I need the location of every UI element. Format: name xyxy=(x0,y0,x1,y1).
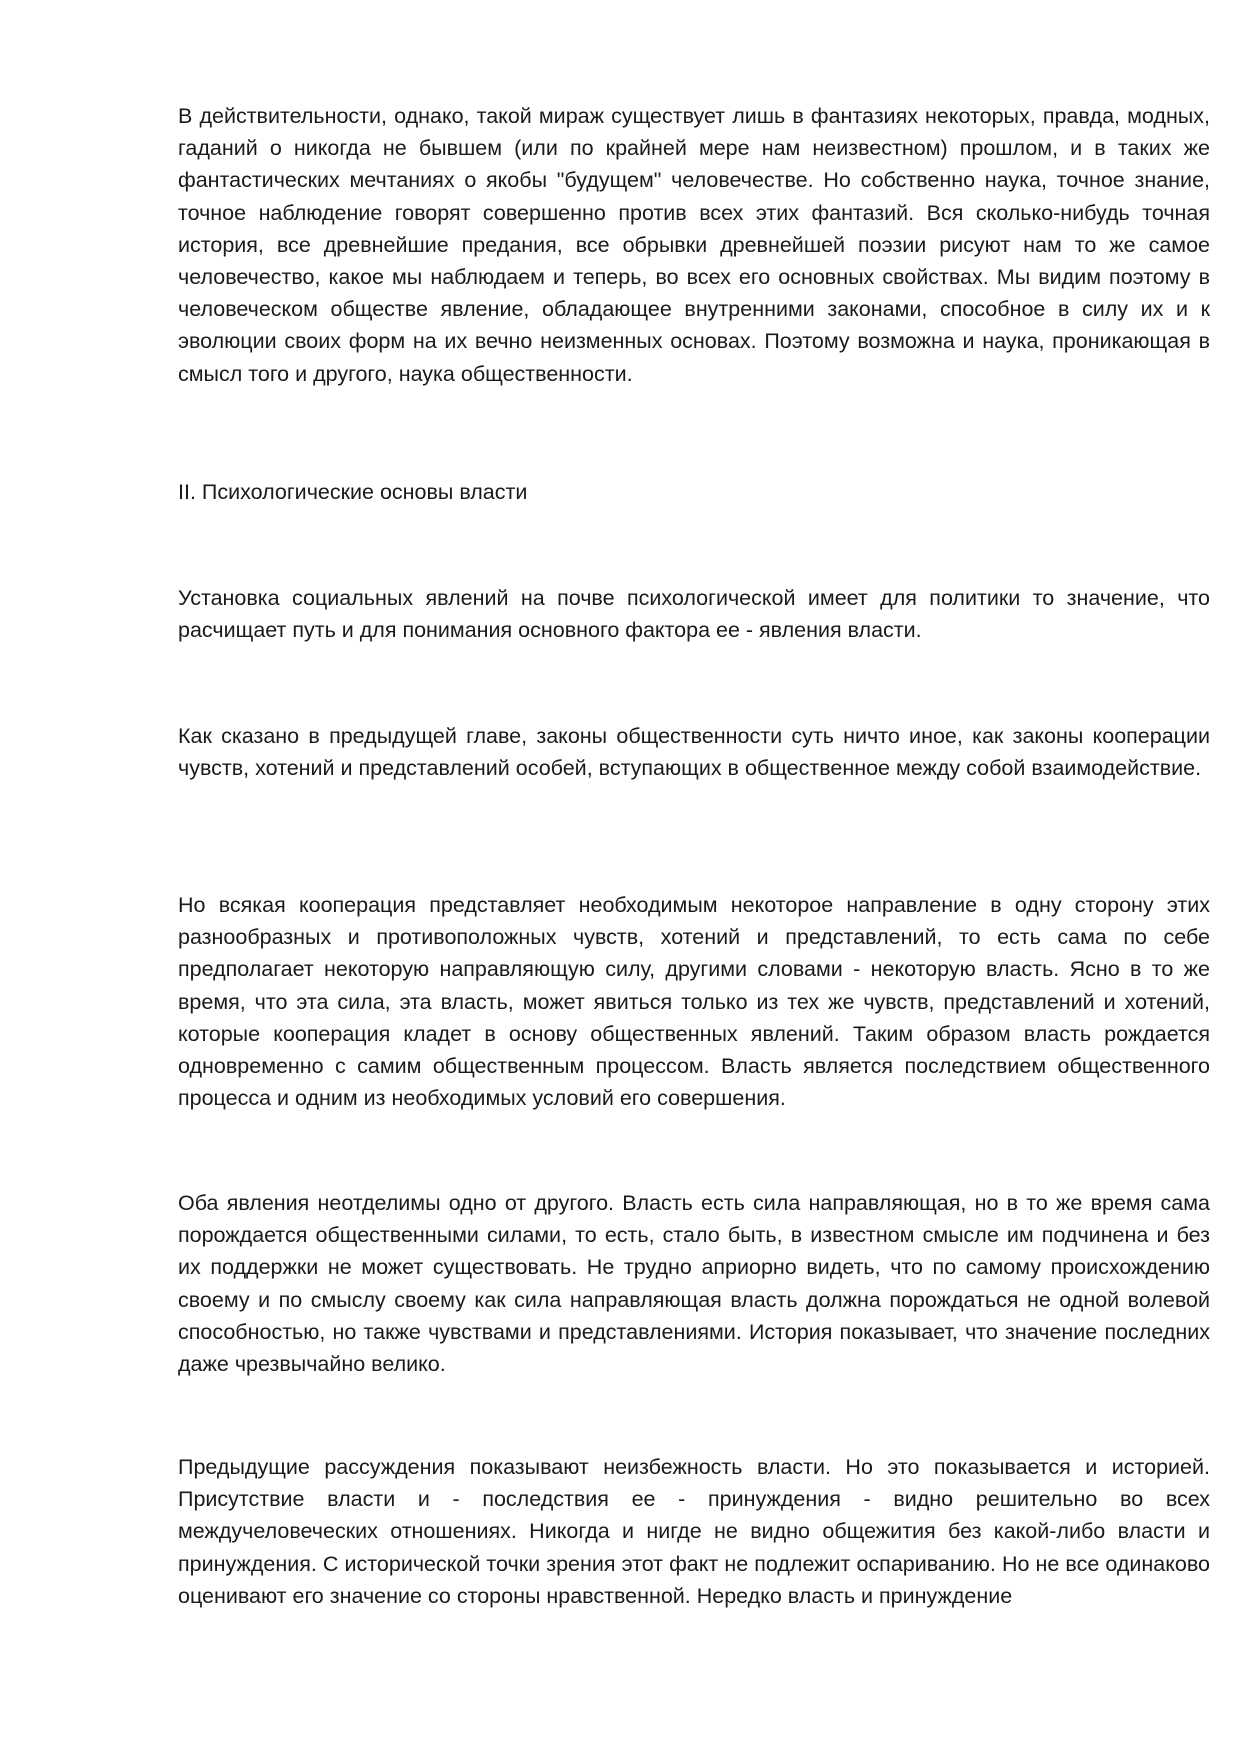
paragraph-5: Предыдущие рассуждения показывают неизбежность власти. Но это показывается и историей. Присутствие власти и - последствия ее - принуждения - видно решительно во всех междучеловеческих отношениях. Никогда и нигде не видно общежития без какой-либо власти и принуждения. С исторической точки зрения этот факт не подлежит оспариванию. Но не все одинаково оценивают его значение со стороны нравственной. Нередко власть и принуждение xyxy=(178,1455,1210,1608)
paragraph-2: Как сказано в предыдущей главе, законы общественности суть ничто иное, как законы кооперации чувств, хотений и представлений особей, вступающих в общественное между собой взаимодействие. xyxy=(178,724,1210,781)
paragraph-4: Оба явления неотделимы одно от другого. Власть есть сила направляющая, но в то же время сама порождается общественными силами, то есть, стало быть, в известном смысле им подчинена и без их поддержки не может существовать. Не трудно априорно видеть, что по самому происхождению своему и по смыслу своему как сила направляющая власть должна порождаться не одной волевой способностью, но также чувствами и представлениями. История показывает, что значение последних даже чрезвычайно велико. xyxy=(178,1191,1210,1377)
paragraph-3: Но всякая кооперация представляет необходимым некоторое направление в одну сторону этих разнообразных и противоположных чувств, хотений и представлений, то есть сама по себе предполагает некоторую направляющую силу, другими словами - некоторую власть. Ясно в то же время, что эта сила, эта власть, может явиться только из тех же чувств, представлений и хотений, которые кооперация кладет в основу общественных явлений. Таким образом власть рождается одновременно с самим общественным процессом. Власть является последствием общественного процесса и одним из необходимых условий его совершения. xyxy=(178,893,1210,1111)
paragraph-intro: В действительности, однако, такой мираж существует лишь в фантазиях некоторых, правда, модных, гаданий о никогда не бывшем (или по крайней мере нам неизвестном) прошлом, и в таких же фантастических мечтаниях о якобы "будущем" человечестве. Но собственно наука, точное знание, точное наблюдение говорят совершенно против всех этих фантазий. Вся сколько-нибудь точная история, все древнейшие предания, все обрывки древнейшей поэзии рисуют нам то же самое человечество, какое мы наблюдаем и теперь, во всех его основных свойствах. Мы видим поэтому в человеческом обществе явление, обладающее внутренними законами, способное в силу их и к эволюции своих форм на их вечно неизменных основах. Поэтому возможна и наука, проникающая в смысл того и другого, наука общественности. xyxy=(178,104,1210,386)
paragraph-1: Установка социальных явлений на почве психологической имеет для политики то значение, что расчищает путь и для понимания основного фактора ее - явления власти. xyxy=(178,586,1210,643)
section-heading: II. Психологические основы власти xyxy=(178,480,528,504)
